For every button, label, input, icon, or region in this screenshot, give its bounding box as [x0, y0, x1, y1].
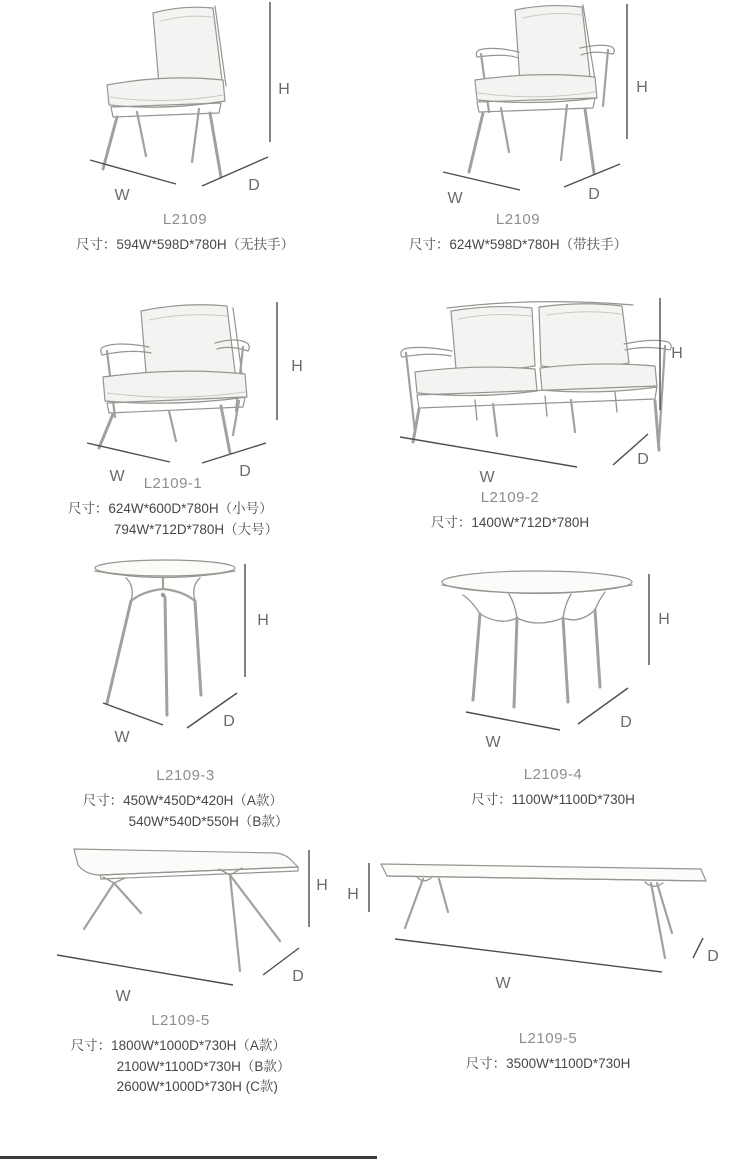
- width-label: W: [447, 190, 463, 207]
- chair-sketch: [103, 6, 226, 177]
- depth-label: D: [239, 463, 251, 480]
- width-label: W: [114, 729, 130, 746]
- depth-label: D: [588, 186, 600, 203]
- dimension-text: 尺寸：1400W*712D*780H: [430, 515, 590, 530]
- illustration-rectangular-dining-table: [30, 833, 345, 1018]
- rect-table-sketch: [74, 849, 298, 971]
- depth-label: D: [707, 948, 719, 965]
- illustration-dining-chair-arms: [415, 0, 680, 205]
- height-label: H: [347, 886, 359, 903]
- armchair-sketch: [469, 5, 614, 173]
- width-dim-line: [443, 172, 520, 190]
- depth-label: D: [292, 968, 304, 985]
- width-label: W: [485, 734, 501, 751]
- model-number: L2109-4: [523, 766, 583, 783]
- dimension-text: 尺寸：3500W*1100D*730H: [465, 1056, 631, 1071]
- product-caption: [395, 489, 625, 534]
- product-caption: [403, 211, 633, 256]
- depth-label: D: [620, 714, 632, 731]
- model-number: L2109-5: [151, 1012, 210, 1029]
- dimension-text: 尺寸：624W*598D*780H（带扶手）: [408, 237, 628, 252]
- width-dim-line: [57, 955, 233, 985]
- product-caption: [433, 1030, 663, 1075]
- bottom-divider: [0, 1156, 377, 1159]
- product-caption: [58, 475, 288, 540]
- width-dim-line: [87, 443, 170, 462]
- model-number: L2109-5: [518, 1030, 578, 1047]
- illustration-lounge-armchair: [55, 285, 325, 490]
- width-dim-line: [395, 939, 662, 972]
- illustration-long-dining-table: [335, 848, 740, 1023]
- width-label: W: [109, 468, 125, 485]
- depth-dim-line: [202, 443, 266, 463]
- height-label: H: [658, 611, 670, 628]
- illustration-round-dining-table: [405, 558, 690, 758]
- depth-dim-line: [693, 938, 703, 958]
- lounge-chair-sketch: [99, 305, 249, 453]
- round-table-sketch: [442, 571, 632, 707]
- model-number: L2109-1: [143, 475, 203, 492]
- product-caption: [58, 1012, 303, 1098]
- width-dim-line: [466, 712, 560, 730]
- model-number: L2109-2: [480, 489, 540, 506]
- width-label: W: [114, 187, 130, 204]
- product-caption: [438, 766, 668, 811]
- dimension-text: 尺寸：450W*450D*420H（A款） 540W*540D*550H（B款）: [82, 793, 289, 829]
- height-label: H: [316, 877, 328, 894]
- dimension-text: 尺寸：1100W*1100D*730H: [471, 792, 635, 807]
- dimension-text: 尺寸：594W*598D*780H（无扶手）: [75, 237, 295, 252]
- depth-label: D: [248, 177, 260, 194]
- dimension-text: 尺寸：624W*600D*780H（小号） 794W*712D*780H（大号）: [67, 501, 279, 537]
- side-table-sketch: [95, 560, 235, 715]
- sofa-sketch: [401, 302, 671, 450]
- width-label: W: [495, 975, 511, 992]
- width-dim-line: [103, 703, 163, 725]
- dimension-text: 尺寸：1800W*1000D*730H（A款） 2100W*1100D*730H（B款） 2600W*1000D*730H (C款): [70, 1038, 291, 1094]
- depth-label: D: [637, 451, 649, 468]
- model-number: L2109: [495, 211, 541, 228]
- height-label: H: [278, 81, 290, 98]
- width-label: W: [115, 988, 131, 1005]
- height-label: H: [257, 612, 269, 629]
- illustration-round-side-table: [55, 555, 315, 760]
- height-label: H: [291, 358, 303, 375]
- product-caption: [58, 767, 313, 832]
- width-dim-line: [400, 437, 577, 467]
- height-label: H: [636, 79, 648, 96]
- product-caption: [60, 211, 310, 256]
- model-number: L2109: [162, 211, 208, 228]
- model-number: L2109-3: [156, 767, 215, 784]
- illustration-dining-chair-armless: [60, 0, 320, 205]
- illustration-two-seater-sofa: [375, 292, 715, 492]
- depth-label: D: [223, 713, 235, 730]
- height-label: H: [671, 345, 683, 362]
- width-dim-line: [90, 160, 176, 184]
- width-label: W: [479, 469, 495, 486]
